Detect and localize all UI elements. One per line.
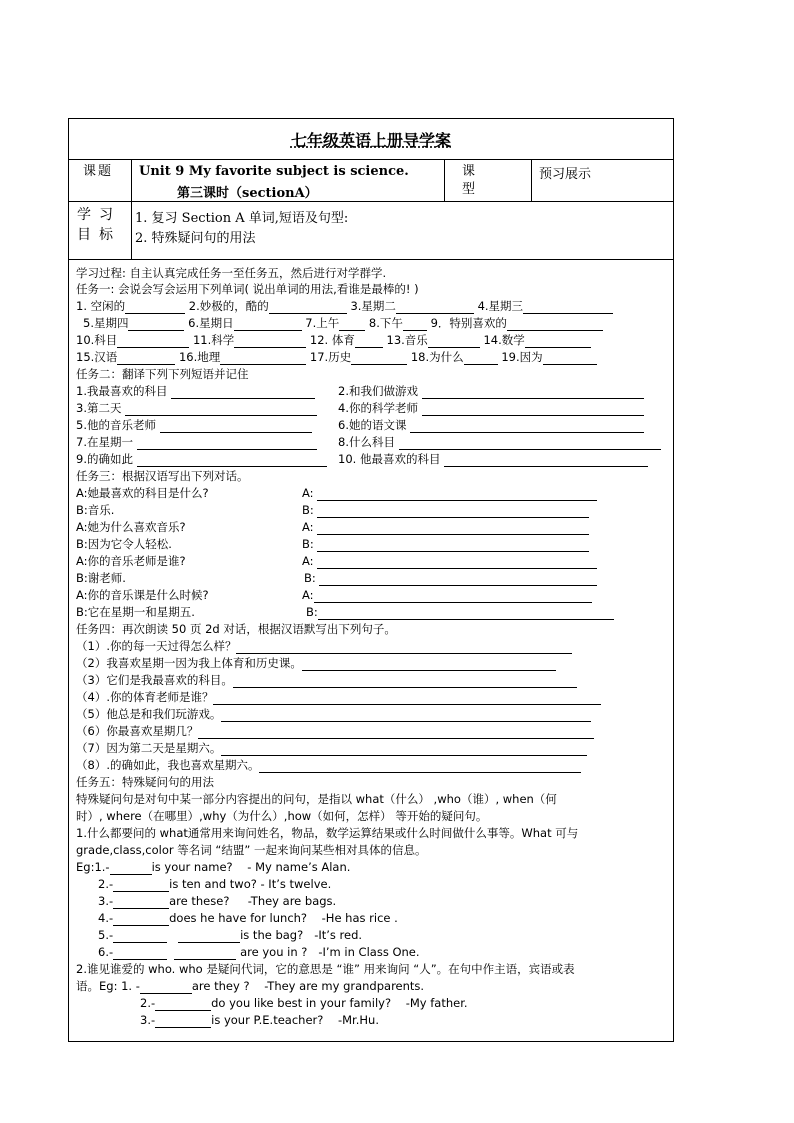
text-line: （2）我喜欢星期一因为我上体育和历史课。 (76, 656, 302, 670)
text-line: -They are my grandparents. (264, 979, 425, 993)
text-line: A: (302, 520, 314, 534)
text-line: A:她最喜欢的科目是什么? (76, 486, 209, 500)
blank-line (355, 335, 383, 348)
blank-line (113, 930, 167, 943)
text-line: 2.- (140, 996, 156, 1010)
text-line (76, 706, 591, 722)
text-line (76, 672, 577, 688)
text-line (302, 502, 589, 518)
text-line: （3）它们是我最喜欢的科目。 (76, 673, 233, 687)
blank-line (171, 386, 315, 399)
text-line (140, 1012, 379, 1028)
text-line: A: (302, 486, 314, 500)
text-line: 2.和我们做游戏 (338, 384, 418, 398)
blank-line (314, 590, 592, 603)
text-line (338, 434, 661, 450)
text-line (76, 740, 587, 756)
text-line: A:你的音乐老师是谁? (76, 554, 186, 568)
text-line: -It’s red. (314, 928, 363, 942)
text-line (302, 519, 589, 535)
blank-line (410, 420, 644, 433)
text-line: 8.下午 (368, 316, 403, 330)
text-line: is your name? (151, 860, 233, 874)
text-line: -I’m in Class One. (318, 945, 420, 959)
blank-line (444, 454, 648, 467)
blank-line (523, 301, 613, 314)
text-line: 1.我最喜欢的科目 (76, 384, 168, 398)
text-line: 16.地理 (178, 350, 221, 364)
text-line (140, 995, 468, 1011)
blank-line (155, 1015, 211, 1028)
blank-line (317, 522, 589, 535)
text-line: -Mr.Hu. (337, 1013, 379, 1027)
blank-line (233, 675, 577, 688)
text-line: 5.星期四 (83, 316, 129, 330)
text-line (338, 383, 644, 399)
text-line: B:谢老师. (76, 571, 126, 585)
blank-line (113, 896, 169, 909)
text-line: A:她为什么喜欢音乐? (76, 520, 186, 534)
blank-line (543, 352, 597, 365)
blank-line (137, 454, 327, 467)
text-line: 特殊疑问句是对句中某一部分内容提出的问句，是指以 what（什么） ,who（谁）, when（何 (76, 792, 557, 806)
text-line: 4.- (98, 911, 114, 925)
text-line (98, 927, 362, 943)
blank-line (428, 335, 480, 348)
text-line: 10. 他最喜欢的科目 (338, 452, 441, 466)
text-line: 11.科学 (192, 333, 235, 347)
blank-line (155, 998, 211, 1011)
lesson-label: 课题 (83, 164, 114, 179)
blank-line (174, 947, 236, 960)
goal-item: 1. 复习 Section A 单词,短语及句型: (135, 211, 349, 226)
text-line: -My father. (405, 996, 468, 1010)
text-line (302, 536, 589, 552)
text-line: 4.星期三 (477, 299, 524, 313)
divider (131, 201, 132, 259)
blank-line (137, 437, 317, 450)
task1-row (83, 315, 603, 331)
blank-line (113, 879, 169, 892)
text-line: B:它在星期一和星期五. (76, 605, 195, 619)
text-line: 2.妙极的，酷的 (188, 299, 269, 313)
text-line: B: (302, 503, 314, 517)
blank-line (422, 386, 644, 399)
text-line: B:音乐. (76, 503, 115, 517)
text-line: do you like best in your family? (211, 996, 392, 1010)
text-line: -They are bags. (247, 894, 337, 908)
text-line: does he have for lunch? (169, 911, 308, 925)
blank-line (110, 862, 152, 875)
text-line (76, 689, 601, 705)
divider (131, 159, 132, 201)
text-line: 9.的确如此 (76, 452, 133, 466)
task4-heading: 任务四：再次朗读 50 页 2d 对话，根据汉语默写出下列句子。 (76, 622, 396, 636)
text-line: （5）他总是和我们玩游戏。 (76, 707, 222, 721)
goals-label: 学习目标 (77, 207, 121, 243)
text-line: 5.- (98, 928, 114, 942)
text-line: A: (302, 554, 314, 568)
blank-line (317, 505, 589, 518)
blank-line (422, 403, 644, 416)
task5-heading: 任务五：特殊疑问句的用法 (76, 775, 214, 789)
task1-heading: 任务一: 会说会写会运用下列单词( 说出单词的用法,看谁是最棒的! ) (76, 282, 419, 296)
text-line: （8）.的确如此，我也喜欢星期六。 (76, 758, 260, 772)
divider (531, 159, 532, 201)
text-line: B:因为它令人轻松. (76, 537, 172, 551)
blank-line (317, 488, 597, 501)
text-line (98, 893, 336, 909)
task1-row (76, 332, 591, 348)
process-text: 学习过程: 自主认真完成任务一至任务五，然后进行对学群学. (76, 266, 387, 280)
text-line (76, 400, 317, 416)
blank-line (464, 352, 498, 365)
text-line (338, 417, 644, 433)
blank-line (117, 335, 189, 348)
blank-line (259, 760, 581, 773)
text-line (76, 723, 594, 739)
blank-line (128, 318, 184, 331)
text-line (76, 655, 556, 671)
text-line: B: (304, 571, 316, 585)
task1-row (76, 349, 597, 365)
text-line: 17.历史 (309, 350, 352, 364)
text-line: A:你的音乐课是什么时候? (76, 588, 209, 602)
text-line (338, 400, 644, 416)
text-line (76, 859, 350, 875)
text-line (338, 451, 648, 467)
text-line (306, 604, 614, 620)
text-line (76, 434, 317, 450)
text-line: 7.上午 (305, 316, 340, 330)
text-line: 6.她的语文课 (338, 418, 407, 432)
text-line: （6）你最喜欢星期几？ (76, 724, 199, 738)
page-title (69, 119, 673, 160)
blank-line (125, 301, 185, 314)
blank-line (178, 930, 240, 943)
text-line: 6.星期日 (188, 316, 234, 330)
worksheet (68, 118, 674, 1042)
text-line (304, 570, 597, 586)
text-line: 3.- (98, 894, 114, 908)
text-line: grade,class,color 等名词 “结盟” 一起来询问某些相对具体的信息。 (76, 843, 427, 857)
text-line: 3.星期二 (350, 299, 396, 313)
text-line (76, 383, 315, 399)
text-line (98, 910, 398, 926)
blank-line (396, 301, 474, 314)
text-line (76, 978, 424, 994)
text-line: 语。Eg: 1. - (76, 979, 140, 993)
goal-item: 2. 特殊疑问句的用法 (135, 231, 256, 246)
blank-line (319, 573, 597, 586)
lesson-sub: 第三课时（sectionA） (177, 186, 318, 201)
text-line: Eg:1.- (76, 860, 110, 874)
blank-line (125, 403, 317, 416)
text-line: B: (302, 537, 314, 551)
lesson-row (69, 159, 673, 202)
text-line: 3.第二天 (76, 401, 122, 415)
text-line: is ten and two? - It’s twelve. (169, 877, 332, 891)
task2-heading: 任务二：翻译下列下列短语并记住 (76, 367, 249, 381)
text-line: are you in ? (240, 945, 308, 959)
blank-line (117, 352, 175, 365)
text-line: is your P.E.teacher? (211, 1013, 324, 1027)
blank-line (507, 318, 603, 331)
blank-line (317, 556, 597, 569)
text-line: are they ? (191, 979, 250, 993)
text-line: 时）, where（在哪里）,why（为什么）,how（如何，怎样） 等开始的疑问句。 (76, 809, 488, 823)
text-line: 1.什么都要问的 what通常用来询问姓名，物品，数学运算结果或什么时间做什么事等。What 可与 (76, 826, 579, 840)
text-line: 18.为什么 (410, 350, 464, 364)
text-line: 2.- (98, 877, 114, 891)
text-line: 6.- (98, 945, 114, 959)
text-line (76, 451, 327, 467)
blank-line (317, 539, 589, 552)
blank-line (140, 981, 192, 994)
text-line (98, 944, 420, 960)
blank-line (213, 692, 601, 705)
blank-line (113, 913, 169, 926)
text-line: （1）.你的每一天过得怎么样？ (76, 639, 237, 653)
text-line: 5.他的音乐老师 (76, 418, 156, 432)
text-line: 1. 空闲的 (76, 299, 126, 313)
blank-line (318, 607, 614, 620)
type-label: 课型 (462, 164, 476, 197)
text-line: 3.- (140, 1013, 156, 1027)
blank-line (160, 420, 312, 433)
text-line: （4）.你的体育老师是谁？ (76, 690, 214, 704)
text-line: 10.科目 (76, 333, 118, 347)
text-line (76, 757, 581, 773)
text-line: 12. 体育 (309, 333, 355, 347)
blank-line (302, 658, 556, 671)
text-line: 19.因为 (501, 350, 543, 364)
blank-line (220, 352, 306, 365)
text-line: B: (306, 605, 318, 619)
text-line: 4.你的科学老师 (338, 401, 418, 415)
blank-line (221, 743, 587, 756)
blank-line (351, 352, 407, 365)
blank-line (525, 335, 591, 348)
type-value: 预习展示 (539, 167, 592, 182)
text-line (302, 553, 597, 569)
text-line: 9．特别喜欢的 (430, 316, 507, 330)
text-line: A: (302, 588, 314, 602)
lesson-title: Unit 9 My favorite subject is science. (139, 164, 409, 179)
blank-line (339, 318, 365, 331)
text-line: are these? (169, 894, 230, 908)
task3-heading: 任务三：根据汉语写出下列对话。 (76, 469, 249, 483)
text-line (76, 417, 312, 433)
text-line: 8.什么科目 (338, 435, 395, 449)
text-line (302, 587, 592, 603)
task1-row (76, 298, 613, 314)
blank-line (399, 437, 661, 450)
blank-line (234, 335, 306, 348)
text-line: 2.谁见谁爱的 who. who 是疑问代词，它的意思是 “谁” 用来询问 “人”。在句中作主语，宾语或表 (76, 962, 575, 976)
text-line: 13.音乐 (386, 333, 428, 347)
text-line: is the bag? (240, 928, 304, 942)
blank-line (269, 301, 347, 314)
text-line (98, 876, 331, 892)
blank-line (221, 709, 591, 722)
blank-line (403, 318, 427, 331)
text-line: （7）因为第二天是星期六。 (76, 741, 222, 755)
text-line (302, 485, 597, 501)
text-line: - My name’s Alan. (247, 860, 351, 874)
text-line: 14.数学 (483, 333, 525, 347)
text-line: 15.汉语 (76, 350, 118, 364)
blank-line (198, 726, 594, 739)
text-line: -He has rice . (321, 911, 398, 925)
blank-line (236, 641, 572, 654)
text-line (76, 638, 572, 654)
blank-line (113, 947, 167, 960)
divider (444, 159, 445, 201)
text-line: 七年级英语上册导学案 (290, 131, 451, 150)
blank-line (234, 318, 302, 331)
text-line: 7.在星期一 (76, 435, 133, 449)
goals-row (69, 201, 673, 260)
